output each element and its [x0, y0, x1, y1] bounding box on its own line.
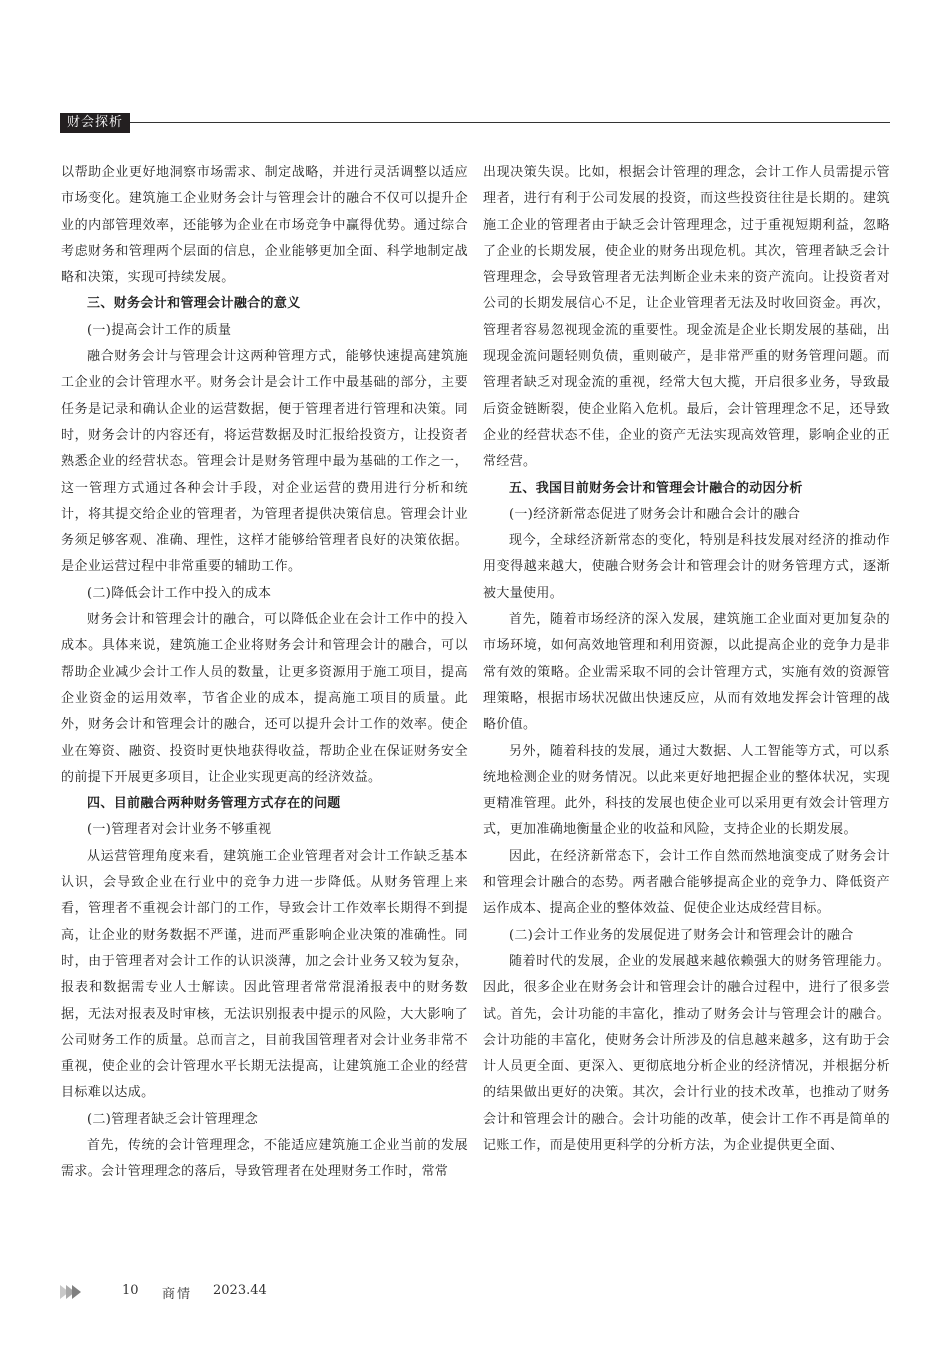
- paragraph: 出现决策失误。比如，根据会计管理的理念，会计工作人员需提示管理者，进行有利于公司发展的投资，而这些投资往往是长期的。建筑施工企业的管理者由于缺乏会计管理理念，过于重视短期利益，忽略了企业的长期发展，使企业的财务出现危机。其次，管理者缺乏会计管理理念，会导致管理者无法判断企业未来的资产流向。让投资者对公司的长期发展信心不足，让企业管理者无法及时收回资金。再次，管理者容易忽视现金流的重要性。现金流是企业长期发展的基础，出现现金流问题轻则负债，重则破产，是非常严重的财务管理问题。而管理者缺乏对现金流的重视，经常大包大揽，开启很多业务，导致最后资金链断裂，使企业陷入危机。最后，会计管理理念不足，还导致企业的经营状态不佳，企业的资产无法实现高效管理，影响企业的正常经营。: [483, 165, 890, 470]
- right-column: [483, 160, 890, 1159]
- paragraph: 以帮助企业更好地洞察市场需求、制定战略，并进行灵活调整以适应市场变化。建筑施工企业财务会计与管理会计的融合不仅可以提升企业的内部管理效率，还能够为企业在市场竞争中赢得优势。通过综合考虑财务和管理两个层面的信息，企业能够更加全面、科学地制定战略和决策，实现可持续发展。: [61, 165, 468, 286]
- section-heading: 三、财务会计和管理会计融合的意义: [87, 296, 301, 312]
- subsection-heading: (二)管理者缺乏会计管理理念: [87, 1111, 259, 1127]
- paragraph: 随着时代的发展，企业的发展越来越依赖强大的财务管理能力。因此，很多企业在财务会计和管理会计的融合过程中，进行了很多尝试。首先，会计功能的丰富化，推动了财务会计与管理会计的融合。会计功能的丰富化，使财务会计所涉及的信息越来越多，这有助于会计人员更全面、更深入、更彻底地分析企业的经济情况，并根据分析的结果做出更好的决策。其次，会计行业的技术改革，也推动了财务会计和管理会计的融合。会计功能的改革，使会计工作不再是简单的记账工作，而是使用更科学的分析方法，为企业提供更全面、: [483, 953, 890, 1153]
- subsection-heading: (一)管理者对会计业务不够重视: [87, 822, 272, 838]
- arrow-icon: [60, 1285, 78, 1303]
- subsection-heading: (二)会计工作业务的发展促进了财务会计和管理会计的融合: [509, 927, 854, 943]
- left-column: [61, 160, 468, 1186]
- paragraph: 首先，传统的会计管理理念，不能适应建筑施工企业当前的发展需求。会计管理理念的落后，导致管理者在处理财务工作时，常常: [61, 1137, 468, 1180]
- paragraph: 财务会计和管理会计的融合，可以降低企业在会计工作中的投入成本。具体来说，建筑施工企业将财务会计和管理会计的融合，可以帮助企业减少会计工作人员的数量，让更多资源用于施工项目，提高企业资金的运用效率，节省企业的成本，提高施工项目的质量。此外，财务会计和管理会计的融合，还可以提升会计工作的效率。使企业在筹资、融资、投资时更快地获得收益，帮助企业在保证财务安全的前提下开展更多项目，让企业实现更高的经济效益。: [61, 612, 468, 785]
- section-heading: 五、我国目前财务会计和管理会计融合的动因分析: [509, 480, 803, 496]
- header-rule: [130, 122, 890, 123]
- section-tag: 财会探析: [60, 113, 130, 133]
- section-heading: 四、目前融合两种财务管理方式存在的问题: [87, 796, 341, 812]
- subsection-heading: (二)降低会计工作中投入的成本: [87, 585, 272, 601]
- paragraph: 首先，随着市场经济的深入发展，建筑施工企业面对更加复杂的市场环境，如何高效地管理和利用资源，以此提高企业的竞争力是非常有效的策略。企业需采取不同的会计管理方式，实施有效的资源管理策略，根据市场状况做出快速反应，从而有效地发挥会计管理的战略价值。: [483, 612, 890, 733]
- subsection-heading: (一)提高会计工作的质量: [87, 322, 232, 338]
- page-footer: [60, 1283, 460, 1303]
- paragraph: 因此，在经济新常态下，会计工作自然而然地演变成了财务会计和管理会计融合的态势。两者融合能够提高企业的竞争力、降低资产运作成本、提高企业的整体效益、促使企业达成经营目标。: [483, 848, 890, 917]
- journal-name: 商情: [162, 1287, 193, 1302]
- paragraph: 现今，全球经济新常态的变化，特别是科技发展对经济的推动作用变得越来越大，使融合财务会计和管理会计的财务管理方式，逐渐被大量使用。: [483, 533, 890, 601]
- paragraph: 另外，随着科技的发展，通过大数据、人工智能等方式，可以系统地检测企业的财务情况。以此来更好地把握企业的整体状况，实现更精准管理。此外，科技的发展也使企业可以采用更有效会计管理方式，更加准确地衡量企业的收益和风险，支持企业的长期发展。: [483, 743, 890, 838]
- paragraph: 融合财务会计与管理会计这两种管理方式，能够快速提高建筑施工企业的会计管理水平。财务会计是会计工作中最基础的部分，主要任务是记录和确认企业的运营数据，便于管理者进行管理和决策。同时，财务会计的内容还有，将运营数据及时汇报给投资方，让投资者熟悉企业的经营状态。管理会计是财务管理中最为基础的工作之一，这一管理方式通过各种会计手段，对企业运营的费用进行分析和统计，将其提交给企业的管理者，为管理者提供决策信息。管理会计业务须足够客观、准确、理性，这样才能够给管理者良好的决策依据。是企业运营过程中非常重要的辅助工作。: [61, 349, 468, 575]
- paragraph: 从运营管理角度来看，建筑施工企业管理者对会计工作缺乏基本认识，会导致企业在行业中的竞争力进一步降低。从财务管理上来看，管理者不重视会计部门的工作，导致会计工作效率长期得不到提高，让企业的财务数据不严谨，进而严重影响企业决策的准确性。同时，由于管理者对会计工作的认识淡薄，加之会计业务又较为复杂，报表和数据需专业人士解读。因此管理者常常混淆报表中的财务数据，无法对报表及时审核，无法识别报表中提示的风险，大大影响了公司财务工作的质量。总而言之，目前我国管理者对会计业务非常不重视，使企业的会计管理水平长期无法提高，让建筑施工企业的经营目标难以达成。: [61, 848, 468, 1101]
- subsection-heading: (一)经济新常态促进了财务会计和融合会计的融合: [509, 506, 801, 522]
- issue-number: 2023.44: [213, 1283, 267, 1298]
- page-number: 10: [122, 1283, 139, 1298]
